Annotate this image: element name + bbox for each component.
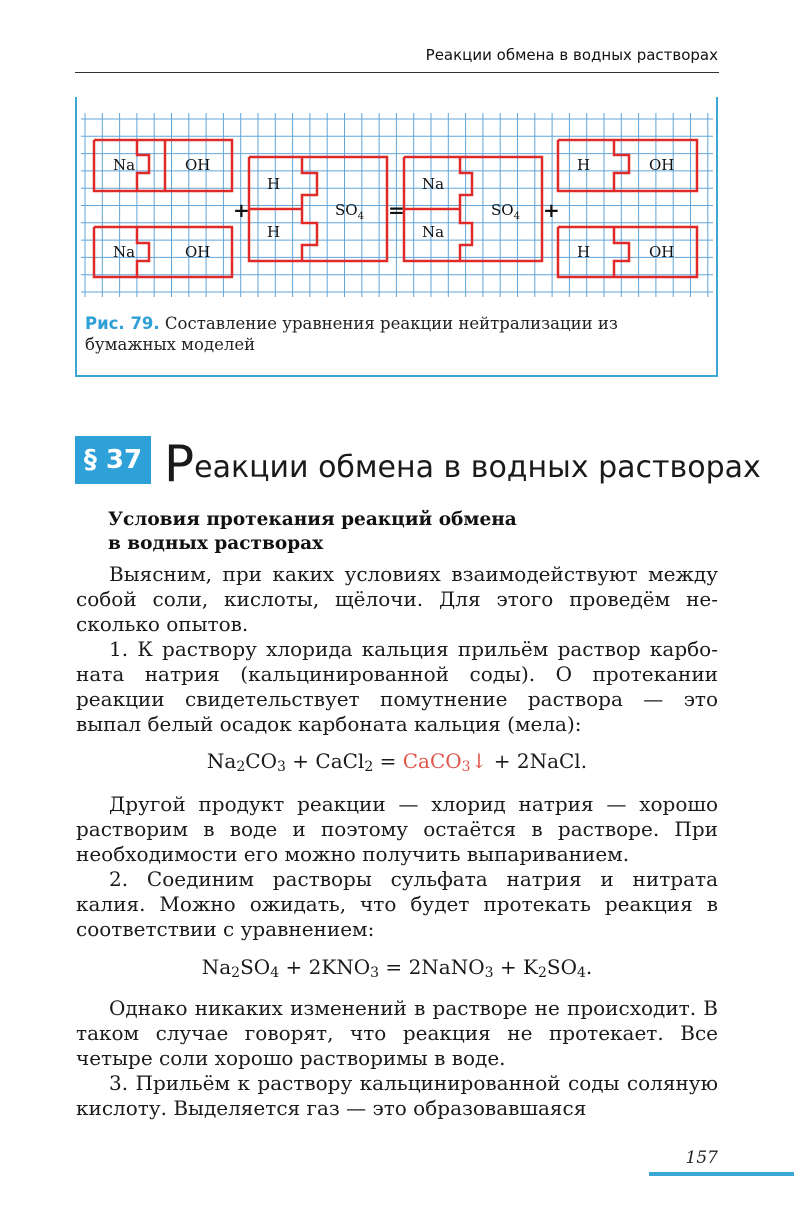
paragraph-5: Однако никаких изменений в растворе не происходит. В таком случае говорят, что реакция не протекает. Все четыре соли хорошо растворимы в воде.	[76, 996, 718, 1070]
footer-rule	[649, 1172, 794, 1176]
label-h-1: H	[267, 175, 281, 193]
paragraph-4: 2. Соединим растворы сульфата натрия и нитрата калия. Можно ожидать, что будет протекать реакция в соответствии с уравнением:	[76, 867, 718, 941]
label-h-2: H	[267, 223, 281, 241]
section-number-badge: § 37	[75, 436, 151, 484]
precipitate: CaCO$_3$↓	[402, 749, 488, 775]
label-oh-2: OH	[185, 243, 211, 261]
figure-79	[75, 97, 718, 377]
label-so4-1: $SO_4$	[335, 201, 364, 222]
label-oh-4: OH	[649, 243, 675, 261]
paragraph-1: Выясним, при каких условиях взаимодействуют между собой соли, кислоты, щёлочи. Для этого проведём несколько опытов.	[76, 562, 718, 636]
label-oh-1: OH	[185, 156, 211, 174]
label-so4-2: $SO_4$	[491, 201, 520, 222]
label-na-3: Na	[422, 175, 445, 193]
plus-sign-1: +	[233, 198, 250, 222]
paragraph-6: 3. Прильём к раствору кальцинированной соды соляную кислоту. Выделяется газ — это образовавшаяся	[76, 1071, 718, 1120]
label-na-1: Na	[113, 156, 136, 174]
model-labels	[113, 156, 674, 261]
plus-sign-2: +	[543, 198, 560, 222]
paper-models-diagram	[77, 107, 717, 307]
section-title-rest: еакции обмена в водных растворах	[194, 450, 761, 485]
section-title-initial: Р	[164, 435, 195, 493]
equation-1: $Na_2CO_3$ + CaCl$_2$ = CaCO$_3$↓ + 2NaCl.	[206, 749, 588, 775]
subheading-line-1: Условия протекания реакций обмена	[108, 509, 517, 530]
subheading-line-2: в водных растворах	[108, 533, 324, 554]
running-head: Реакции обмена в водных растворах	[425, 46, 718, 64]
paragraph-3: Другой продукт реакции — хлорид натрия — хорошо растворим в воде и поэтому остаётся в растворе. При необходимости его можно получить выпариванием.	[76, 792, 718, 866]
label-h-3: H	[577, 156, 591, 174]
header-rule	[75, 72, 719, 73]
page-number: 157	[685, 1148, 718, 1168]
label-na-2: Na	[113, 243, 136, 261]
section-title	[164, 435, 761, 493]
equation-2: $Na_2SO_4 + 2KNO_3$ = 2NaNO$_3$ + $K_2SO_4$.	[201, 955, 593, 981]
label-na-4: Na	[422, 223, 445, 241]
subheading	[108, 508, 517, 556]
figure-caption-text: Составление уравнения реакции нейтрализации из бумажных моделей	[85, 314, 618, 354]
equals-sign: =	[388, 198, 405, 222]
label-oh-3: OH	[649, 156, 675, 174]
label-h-4: H	[577, 243, 591, 261]
figure-number: Рис. 79.	[85, 314, 160, 333]
paragraph-2: 1. К раствору хлорида кальция прильём раствор карбоната натрия (кальцинированной соды). О протекании реакции свидетельствует помутнение раствора — это выпал белый осадок карбоната кальция (мела):	[76, 637, 718, 736]
figure-caption	[85, 313, 685, 355]
